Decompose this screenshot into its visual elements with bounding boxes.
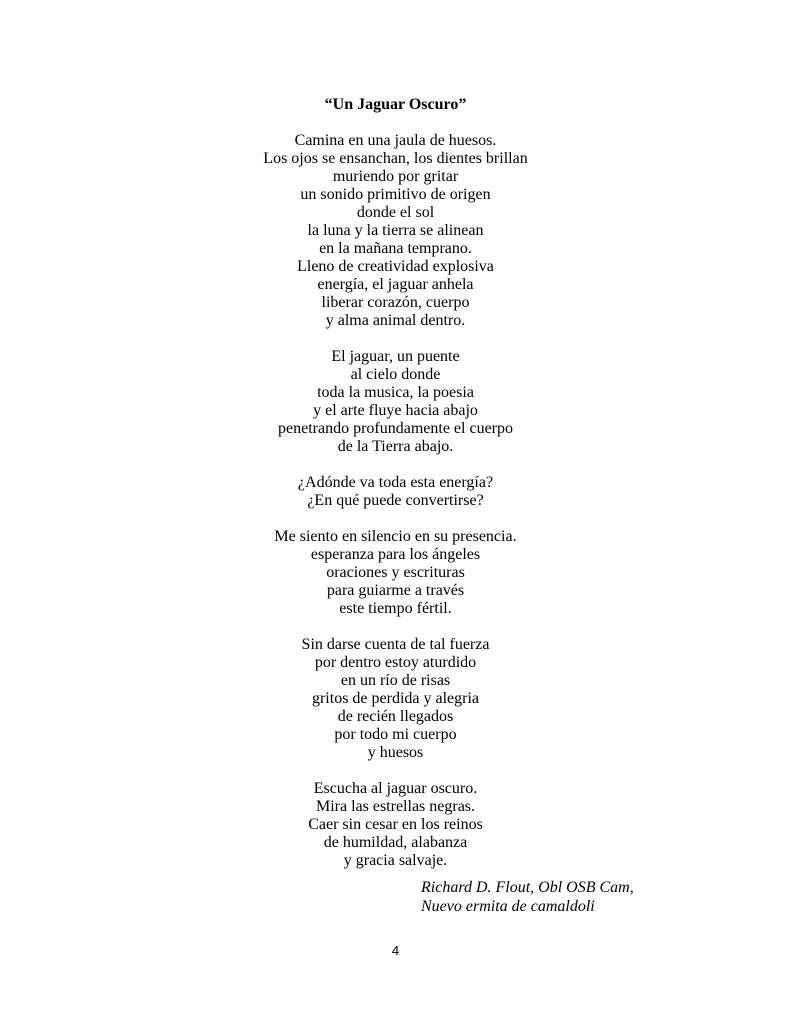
poem-line: la luna y la tierra se alinean — [307, 222, 484, 239]
poem-body — [0, 132, 791, 888]
poem-line: El jaguar, un puente — [331, 348, 460, 365]
author-signature — [421, 878, 634, 916]
poem-line: Lleno de creatividad explosiva — [297, 258, 494, 275]
poem-line: en la mañana temprano. — [319, 240, 472, 257]
poem-line: penetrando profundamente el cuerpo — [277, 420, 513, 437]
poem-line: energía, el jaguar anhela — [317, 276, 474, 293]
poem-line: Caer sin cesar en los reinos — [308, 816, 483, 833]
poem-line: y el arte fluye hacia abajo — [313, 402, 478, 419]
poem-line: por dentro estoy aturdido — [314, 654, 477, 671]
poem-line: de la Tierra abajo. — [337, 438, 454, 455]
poem-line: Escucha al jaguar oscuro. — [313, 780, 478, 797]
poem-line: de humildad, alabanza — [323, 834, 468, 851]
stanza-3 — [0, 474, 791, 510]
poem-title: “Un Jaguar Oscuro” — [324, 96, 467, 113]
poem-line: Los ojos se ensanchan, los dientes brillan — [263, 150, 528, 167]
poem-line: muriendo por gritar — [332, 168, 459, 185]
poem-line: al cielo donde — [350, 366, 441, 383]
poem-line: toda la musica, la poesia — [317, 384, 474, 401]
poem-line: Me siento en silencio en su presencia. — [274, 528, 517, 545]
poem-line: un sonido primitivo de origen — [300, 186, 491, 203]
poem-line: ¿En qué puede convertirse? — [307, 492, 484, 509]
poem-line: Mira las estrellas negras. — [315, 798, 476, 815]
poem-line: esperanza para los ángeles — [310, 546, 481, 563]
stanza-4 — [0, 528, 791, 618]
poem-line: este tiempo fértil. — [339, 600, 452, 617]
poem-line: liberar corazón, cuerpo — [321, 294, 470, 311]
author-affiliation: Nuevo ermita de camaldoli — [421, 898, 595, 915]
stanza-1 — [0, 132, 791, 330]
stanza-5 — [0, 636, 791, 762]
poem-line: en un río de risas — [340, 672, 451, 689]
poem-line: y huesos — [367, 744, 424, 761]
poem-line: por todo mi cuerpo — [334, 726, 457, 743]
poem-line: para guiarme a través — [326, 582, 465, 599]
poem-line: oraciones y escrituras — [326, 564, 465, 581]
stanza-2 — [0, 348, 791, 456]
stanza-6 — [0, 780, 791, 870]
poem-line: Sin darse cuenta de tal fuerza — [301, 636, 490, 653]
poem-line: donde el sol — [356, 204, 435, 221]
page-number: 4 — [391, 943, 400, 958]
poem-line: gritos de perdida y alegria — [311, 690, 480, 707]
poem-line: ¿Adónde va toda esta energía? — [297, 474, 494, 491]
poem-line: Camina en una jaula de huesos. — [294, 132, 497, 149]
poem-line: y alma animal dentro. — [325, 312, 466, 329]
author-name: Richard D. Flout, Obl OSB Cam, — [421, 879, 634, 896]
poem-line: y gracia salvaje. — [343, 852, 448, 869]
poem-line: de recién llegados — [337, 708, 454, 725]
